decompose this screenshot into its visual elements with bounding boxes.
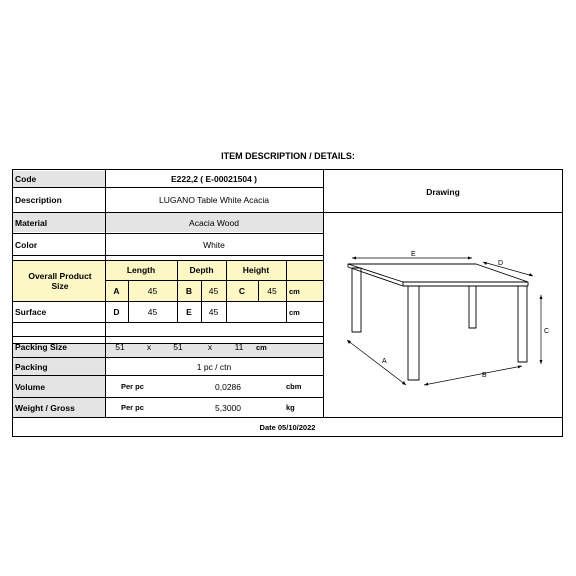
- length-header: Length: [126, 265, 156, 275]
- description-value: LUGANO Table White Acacia: [159, 195, 269, 205]
- code-value: E222,2 ( E-00021504 ): [170, 174, 257, 184]
- volume-value: 0,0286: [215, 381, 241, 392]
- dim-d-letter: D: [113, 307, 120, 317]
- volume-label: Volume: [15, 381, 46, 392]
- drawing-label-b: B: [482, 372, 487, 379]
- packing-size-unit: cm: [256, 342, 267, 352]
- drawing-label-e: E: [411, 251, 416, 258]
- height-header: Height: [242, 265, 270, 275]
- packing-label: Packing: [15, 361, 48, 372]
- weight-per: Per pc: [121, 403, 144, 412]
- dim-c-value: 45: [267, 286, 277, 296]
- volume-per: Per pc: [121, 382, 144, 391]
- dim-e-letter: E: [186, 307, 192, 317]
- dim-d-value: 45: [147, 307, 158, 317]
- material-value: Acacia Wood: [189, 218, 239, 228]
- spec-sheet: [12, 169, 563, 437]
- packing-size-length: 51: [115, 342, 125, 352]
- weight-unit: kg: [286, 403, 295, 412]
- drawing-title: Drawing: [426, 187, 460, 197]
- dim-b-letter: B: [185, 286, 193, 296]
- overall-size-unit: cm: [289, 286, 300, 296]
- dim-a-letter: A: [113, 286, 120, 296]
- weight-value: 5,3000: [215, 402, 241, 413]
- packing-size-x1: x: [146, 342, 152, 352]
- weight-label: Weight / Gross: [15, 402, 75, 413]
- overall-size-label-line2: Size: [51, 280, 69, 291]
- drawing-label-c: C: [544, 328, 550, 335]
- color-label: Color: [15, 239, 38, 250]
- description-label: Description: [15, 195, 62, 205]
- page-title: ITEM DESCRIPTION / DETAILS:: [221, 151, 355, 161]
- surface-unit: cm: [289, 307, 300, 317]
- code-label: Code: [15, 174, 37, 184]
- dim-a-value: 45: [147, 286, 158, 296]
- material-label: Material: [15, 218, 48, 228]
- packing-size-x2: x: [207, 342, 213, 352]
- dim-b-value: 45: [208, 286, 219, 296]
- footer-date: Date 05/10/2022: [259, 422, 316, 432]
- drawing-label-a: A: [382, 358, 387, 365]
- packing-value: 1 pc / ctn: [196, 361, 232, 372]
- dim-e-value: 45: [208, 307, 219, 317]
- surface-label: Surface: [15, 307, 47, 317]
- volume-unit: cbm: [286, 382, 302, 391]
- dim-c-letter: C: [238, 286, 246, 296]
- overall-size-label: [13, 260, 105, 301]
- overall-size-label-line1: Overall Product: [28, 270, 92, 281]
- packing-size-width: 51: [173, 342, 183, 352]
- table-drawing: [328, 240, 558, 410]
- color-value: White: [203, 239, 225, 250]
- packing-size-height: 11: [234, 342, 244, 352]
- packing-size-label: Packing Size: [15, 342, 67, 352]
- depth-header: Depth: [189, 265, 214, 275]
- drawing-label-d: D: [498, 260, 504, 267]
